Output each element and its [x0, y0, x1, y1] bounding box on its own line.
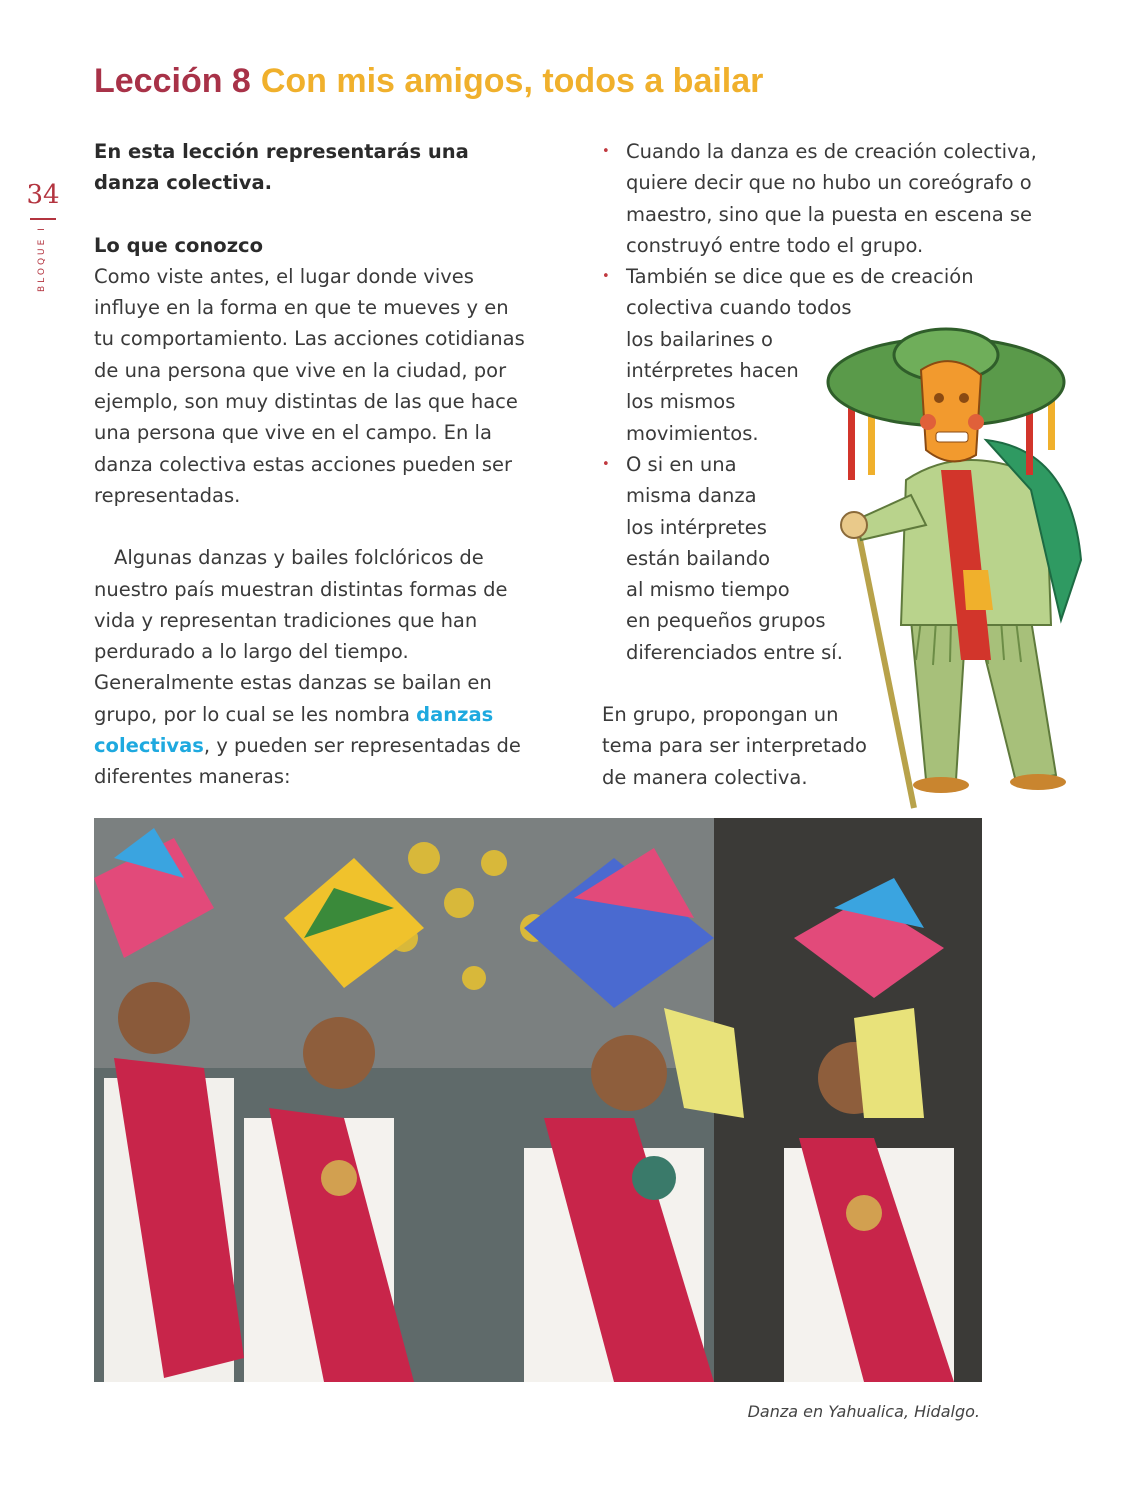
- scarf-pattern: [963, 570, 993, 610]
- mask-eye-right: [959, 393, 969, 403]
- left-hand: [841, 512, 867, 538]
- key-term-danzas-colectivas: danzas colectivas: [94, 702, 494, 758]
- lesson-title: [94, 62, 763, 101]
- bullet-2-line: los bailarines o: [626, 327, 773, 351]
- bullet-3-line: misma danza: [626, 484, 757, 508]
- lesson-name: Con mis amigos, todos a bailar: [260, 62, 764, 100]
- maraca: [321, 1160, 357, 1196]
- mask-cheek-right: [968, 414, 984, 430]
- bullet-3-line: están bailando: [626, 546, 771, 570]
- lesson-intro: En esta lección representarás una danza colectiva.: [94, 140, 469, 195]
- photo-caption: Danza en Yahualica, Hidalgo.: [747, 1402, 980, 1421]
- mask-teeth: [936, 432, 968, 442]
- bullet-2-line: • También se dice que es de creación: [626, 265, 974, 289]
- page-number: 34: [26, 180, 60, 210]
- mask-cheek-left: [920, 414, 936, 430]
- bullet-item-1: • Cuando la danza es de creación colectiva, quiere decir que no hubo un coreógrafo o maestro, sino que la puesta en escena se construyó entre todo el grupo.: [602, 136, 1072, 261]
- activity-line: tema para ser interpretado: [602, 734, 867, 758]
- bullet-3-line: • O si en una: [626, 452, 737, 476]
- maraca: [632, 1156, 676, 1200]
- bullet-3-line: los intérpretes: [626, 515, 767, 539]
- left-column: [94, 136, 534, 793]
- section-heading: Lo que conozco: [94, 233, 264, 257]
- paragraph-1: Como viste antes, el lugar donde vives influye en la forma en que te mueves y en tu comportamiento. Las acciones cotidianas de una persona que vive en la ciudad, por ejemplo, son muy distintas de las que hace una persona que vive en el campo. En la danza colectiva estas acciones pueden ser representadas.: [94, 264, 525, 507]
- bullet-3-line: al mismo tiempo: [626, 578, 790, 602]
- maraca: [846, 1195, 882, 1231]
- lesson-number: Lección 8: [94, 62, 251, 100]
- left-leg: [911, 620, 966, 780]
- dancer-illustration: [816, 320, 1106, 810]
- margin-rule: [30, 218, 56, 220]
- mask: [921, 361, 981, 461]
- paragraph-2-end: , y pueden ser representadas de diferentes maneras:: [94, 734, 521, 789]
- bullet-2-line: intérpretes hacen: [626, 359, 799, 383]
- activity-line: de manera colectiva.: [602, 765, 808, 789]
- bullet-3-line: en pequeños grupos: [626, 609, 826, 633]
- left-sandal: [913, 777, 969, 793]
- paragraph-2: [94, 542, 534, 792]
- paragraph-2-start: Algunas danzas y bailes folclóricos de nuestro país muestran distintas formas de vida y representan tradiciones que han perdurado a lo largo del tiempo. Generalmente estas danzas se bailan en grupo, por lo cual se les nombra: [94, 546, 508, 726]
- block-label: BLOQUE I: [37, 225, 47, 292]
- bullet-2-line: los mismos: [626, 390, 736, 414]
- mask-eye-left: [934, 393, 944, 403]
- bullet-2-line: movimientos.: [626, 421, 759, 445]
- right-sandal: [1010, 774, 1066, 790]
- bullet-3-line: diferenciados entre sí.: [626, 640, 843, 664]
- activity-line: En grupo, propongan un: [602, 703, 839, 727]
- dance-photo: [94, 818, 982, 1382]
- bullet-2-line: colectiva cuando todos: [626, 296, 852, 320]
